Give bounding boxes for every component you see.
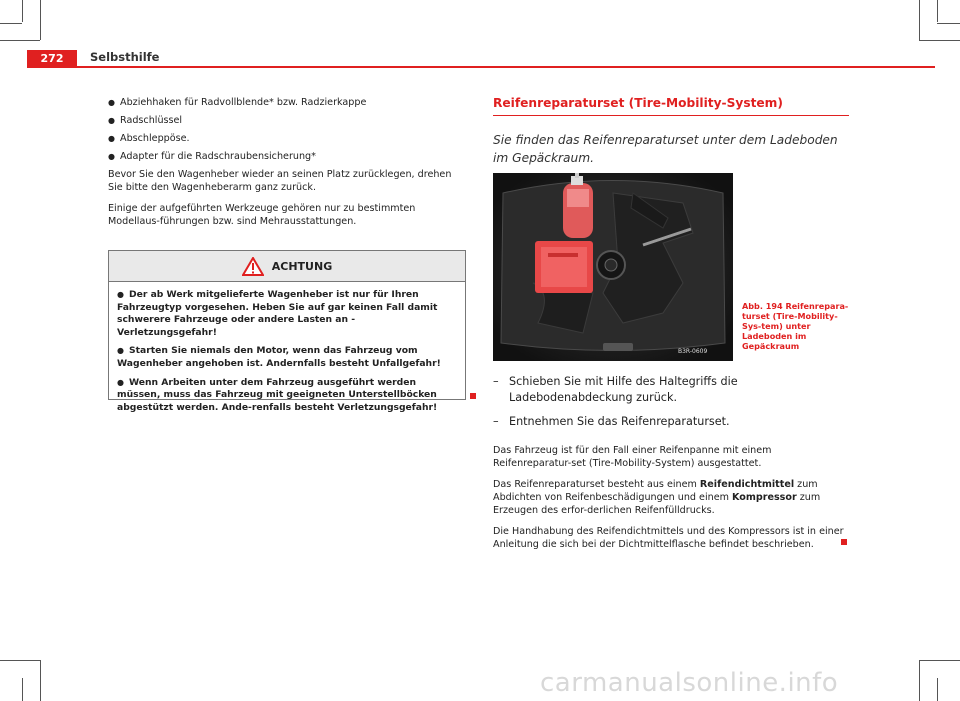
- warning-box: [108, 250, 466, 413]
- bold-term: Kompressor: [732, 492, 797, 503]
- paragraph: Das Reifenreparaturset besteht aus einem Reifendichtmittel zum Abdichten von Reifenbeschädigungen und einem Kompressor zum Erzeugen des erfor-derlichen Reifenfülldrucks.: [493, 479, 821, 516]
- page-number: 272: [27, 50, 77, 68]
- list-item: ● Abschleppöse.: [108, 132, 465, 145]
- warning-title: ACHTUNG: [271, 259, 333, 273]
- crop-mark: [0, 40, 40, 41]
- step-dash: –: [493, 415, 499, 428]
- right-body: [493, 444, 849, 559]
- step-dash: –: [493, 375, 499, 388]
- watermark: carmanualsonline.info: [540, 668, 839, 698]
- paragraph: Die Handhabung des Reifendichtmittels und des Kompressors ist in einer Anleitung die sich bei der Dichtmittelflasche befindet beschrieben.: [493, 526, 844, 550]
- warning-item: ● Starten Sie niemals den Motor, wenn das Fahrzeug vom Wagenheber angehoben ist. Andernfalls besteht Unfallgefahr!: [117, 345, 441, 369]
- crop-mark: [919, 660, 960, 661]
- header-rule: [27, 66, 935, 68]
- warning-item: ● Der ab Werk mitgelieferte Wagenheber ist nur für Ihren Fahrzeugtyp vorgesehen. Heben Sie auf gar keinen Fall damit schwerere Fahrzeuge oder andere Lasten an - Verletzungsgefahr!: [117, 289, 438, 338]
- trunk-photo: [493, 173, 733, 361]
- crop-mark: [40, 660, 41, 701]
- crop-mark: [22, 0, 23, 22]
- crop-mark: [0, 660, 40, 661]
- section-title: Selbsthilfe: [90, 50, 160, 64]
- crop-mark: [40, 0, 41, 40]
- crop-mark: [919, 660, 920, 701]
- end-marker: [470, 393, 476, 399]
- warning-header: [109, 251, 465, 282]
- tool-list: [108, 96, 465, 163]
- right-column: [493, 96, 849, 167]
- trunk-illustration: [493, 173, 733, 361]
- crop-mark: [937, 23, 960, 24]
- crop-mark: [919, 40, 960, 41]
- left-column: [108, 96, 465, 236]
- warning-body: [109, 282, 465, 414]
- subheading: Sie finden das Reifenreparaturset unter dem Ladeboden im Gepäckraum.: [493, 133, 838, 165]
- crop-mark: [0, 23, 22, 24]
- figure-code: B3R-0609: [678, 348, 708, 355]
- list-item: ● Abziehhaken für Radvollblende* bzw. Radzierkappe: [108, 96, 465, 109]
- crop-mark: [937, 0, 938, 22]
- step-text: Schieben Sie mit Hilfe des Haltegriffs die Ladebodenabdeckung zurück.: [509, 375, 738, 404]
- list-item: ● Radschlüssel: [108, 114, 465, 127]
- instruction-steps: [493, 374, 849, 438]
- paragraph: Bevor Sie den Wagenheber wieder an seinen Platz zurücklegen, drehen Sie bitte den Wagenheberarm ganz zurück.: [108, 169, 452, 193]
- end-marker: [841, 539, 847, 545]
- crop-mark: [937, 678, 938, 701]
- figure-caption: Abb. 194 Reifenrepara-turset (Tire-Mobility-Sys-tem) unter Ladeboden im Gepäckraum: [742, 301, 849, 351]
- list-item: ● Adapter für die Radschraubensicherung*: [108, 150, 465, 163]
- warning-triangle-icon: [242, 257, 264, 276]
- step-item: [493, 414, 849, 430]
- crop-mark: [22, 678, 23, 701]
- bold-term: Reifendichtmittel: [699, 479, 795, 490]
- step-text: Entnehmen Sie das Reifenreparaturset.: [509, 415, 730, 428]
- paragraph: Einige der aufgeführten Werkzeuge gehören nur zu bestimmten Modellaus-führungen bzw. sind Mehrausstattungen.: [108, 203, 416, 227]
- heading: Reifenreparaturset (Tire-Mobility-System): [493, 96, 849, 116]
- step-item: [493, 374, 849, 406]
- crop-mark: [919, 0, 920, 40]
- paragraph: Das Fahrzeug ist für den Fall einer Reifenpanne mit einem Reifenreparatur-set (Tire-Mobility-System) ausgestattet.: [493, 445, 772, 469]
- warning-item: ● Wenn Arbeiten unter dem Fahrzeug ausgeführt werden müssen, muss das Fahrzeug mit geeigneten Unterstellböcken abgestützt werden. Ande-renfalls besteht Verletzungsgefahr!: [117, 376, 438, 413]
